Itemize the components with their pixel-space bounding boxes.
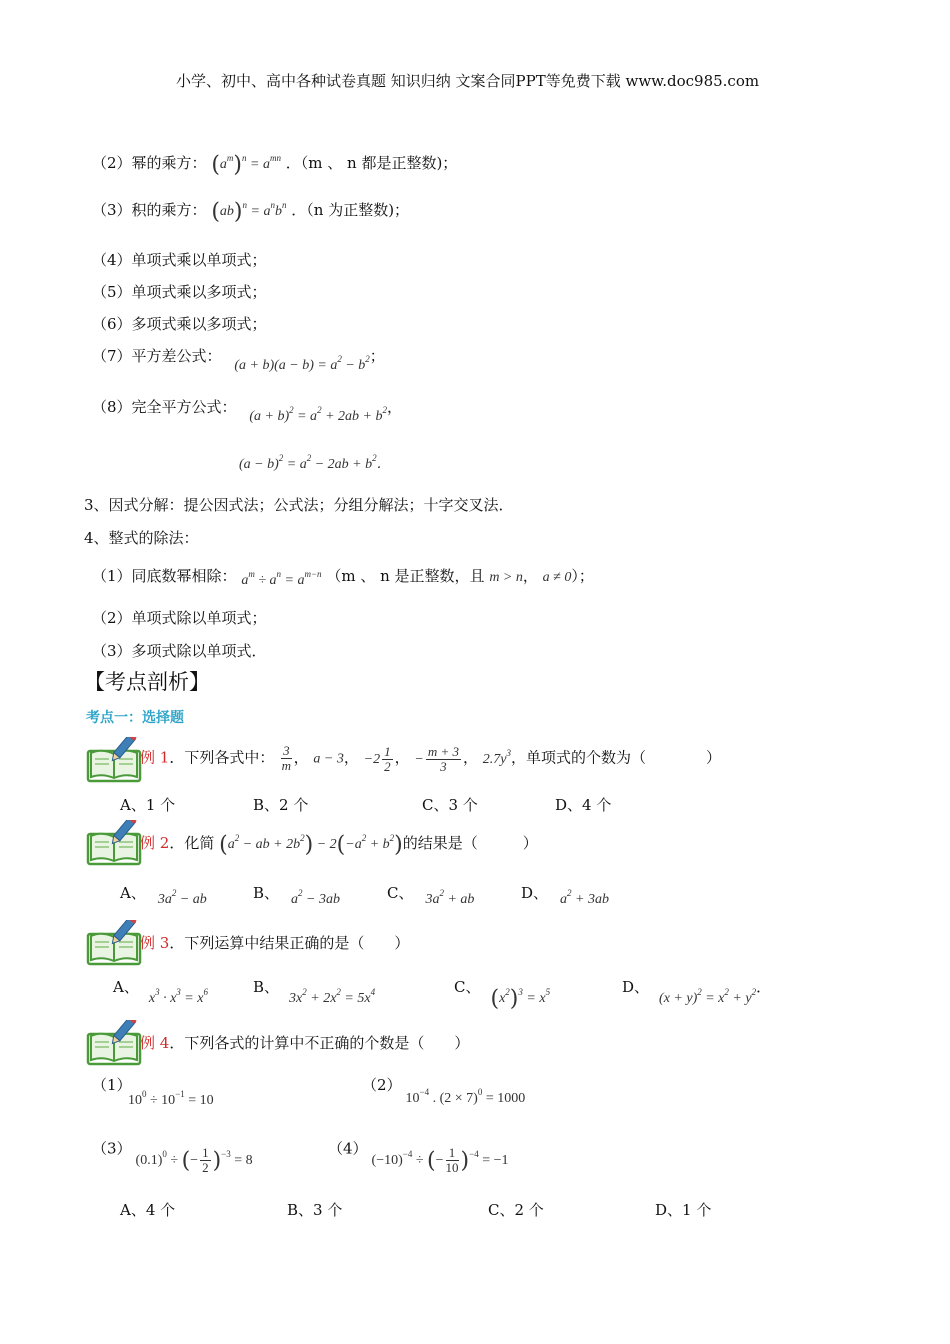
example-3-option-c[interactable]: C、 $(x^2)^3 = x^5$ — [454, 978, 551, 1012]
page-header: 小学、初中、高中各种试卷真题 知识归纳 文案合同PPT等免费下载 www.doc985.com — [176, 72, 760, 90]
example-3-option-d[interactable]: D、$(x + y)^2 = x^2 + y^2$． — [622, 978, 772, 1006]
example-3-stem: 例 3．下列运算中结果正确的是（ ） — [140, 934, 410, 952]
example-4-item-3: $(3)(0.1)^0$ ÷ (− $\frac{1}{2}$ )$^{-3}$ = 8 — [92, 1139, 253, 1175]
book-pen-icon — [86, 737, 142, 783]
rule-3-label: （3）积的乘方： — [92, 201, 207, 219]
example-1-label: 例 1 — [140, 748, 170, 767]
example-4-item-2: $(2)10^{-4}$ . $(2 \times 7)^0 = 1000$ — [362, 1076, 526, 1106]
example-2-option-a[interactable]: A、 $3a^2$ − ab — [120, 884, 207, 907]
example-2-option-b[interactable]: B、 $a^2 - 3ab$ — [253, 884, 340, 907]
example-4-option-d[interactable]: D、1 个 — [655, 1201, 712, 1219]
division-1-formula: $a^m \div a^n = a^{m-n}$ — [241, 569, 322, 588]
division-1-cond2: a ≠ 0 — [542, 570, 572, 585]
division-1-note: （m 、 n 是正整数，且 — [326, 567, 485, 585]
section-subtitle: 考点一：选择题 — [86, 710, 184, 726]
example-2-expression: ($a^2$ − ab + $2b^2) - 2(-a^2 + b^2)$ — [219, 832, 403, 858]
example-3-option-b[interactable]: B、$3x^2 + 2x^2 = 5x^4$ — [253, 978, 376, 1006]
example-2-option-d[interactable]: D、 $a^2 + 3ab$ — [521, 884, 609, 907]
expr-2-7-y-cubed: $2.7y^3$ — [482, 747, 511, 767]
example-3-option-a[interactable]: A、$x^3 \cdot x^3 = x^6$ — [113, 978, 208, 1006]
expr-minus-2-half: −2 $\frac{1}{2}$ — [363, 743, 391, 774]
example-4-stem: 例 4．下列各式的计算中不正确的个数是（ ） — [140, 1034, 470, 1052]
example-4-option-a[interactable]: A、4 个 — [120, 1201, 176, 1219]
rule-7-formula: $(a + b)(a - b) = a^2 - b^2$ — [234, 354, 370, 373]
example-1-option-b[interactable]: B、2 个 — [253, 796, 309, 814]
rule-8-label: （8）完全平方公式： — [92, 398, 237, 416]
rule-2-note: （m 、 n 都是正整数)； — [300, 154, 458, 172]
rule-2-label: （2）幂的乘方： — [92, 154, 207, 172]
example-1-stem: 例 1．下列各式中： $\frac{3}{m}$ ， a − 3， −2 $\frac{1}{2}$ ， − $\frac{m + 3}{3}$ ， $2.7y^3$，单项式的个数为（ ） — [140, 743, 721, 774]
rule-2: （2）幂的乘方： $(a^m)^n = a^{mn}$ ．（m 、 n 都是正整数)； — [92, 152, 458, 178]
expr-a-minus-3: a − 3 — [313, 751, 344, 767]
expr-m-plus-3-over-3: − $\frac{m + 3}{3}$ — [414, 743, 459, 774]
division-1: （1）同底数幂相除： $a^m \div a^n = a^{m-n}$ （m 、 n 是正整数，且 m > n， a ≠ 0）； — [92, 567, 594, 588]
example-4-option-b[interactable]: B、3 个 — [287, 1201, 343, 1219]
section-3: 3、因式分解：提公因式法；公式法；分组分解法；十字交叉法． — [84, 496, 514, 514]
rule-4: （4）单项式乘以单项式； — [92, 251, 267, 269]
division-1-label: （1）同底数幂相除： — [92, 567, 237, 585]
example-4-option-c[interactable]: C、2 个 — [488, 1201, 544, 1219]
example-1-option-a[interactable]: A、1 个 — [120, 796, 176, 814]
rule-8-formula-a: $(a + b)^2 = a^2 + 2ab + b^2$ — [249, 405, 387, 424]
book-pen-icon — [86, 820, 142, 866]
example-1-option-d[interactable]: D、4 个 — [555, 796, 612, 814]
rule-7: （7）平方差公式： $(a + b)(a - b) = a^2 - b^2$； — [92, 347, 385, 373]
example-3-label: 例 3 — [140, 934, 170, 952]
division-3: （3）多项式除以单项式． — [92, 642, 267, 660]
example-4-item-1: （1） $10^0 \div 10^{-1} = 10$ — [92, 1076, 214, 1108]
division-1-cond: m > n — [489, 570, 523, 585]
book-pen-icon — [86, 1020, 142, 1066]
rule-2-formula: $(a^m)^n = a^{mn}$ — [211, 152, 281, 178]
example-4-label: 例 4 — [140, 1034, 170, 1052]
example-1-option-c[interactable]: C、3 个 — [422, 796, 478, 814]
rule-3: （3）积的乘方： $(ab)^n = a^nb^n$ ．（n 为正整数)； — [92, 199, 410, 225]
rule-8-formula-b: $(a - b)^2 = a^2 - 2ab + b^2$． — [239, 453, 391, 472]
rule-3-formula: $(ab)^n = a^nb^n$ — [211, 199, 287, 225]
section-4: 4、整式的除法： — [84, 529, 199, 547]
expr-3-over-m: $\frac{3}{m}$ — [281, 743, 292, 773]
section-title: 【考点剖析】 — [84, 670, 210, 694]
book-pen-icon — [86, 920, 142, 966]
rule-6: （6）多项式乘以多项式； — [92, 315, 267, 333]
rule-8: （8）完全平方公式： $(a + b)^2 = a^2 + 2ab + b^2$， — [92, 398, 402, 424]
division-2: （2）单项式除以单项式； — [92, 609, 267, 627]
rule-7-label: （7）平方差公式： — [92, 347, 222, 365]
example-2-option-c[interactable]: C、 $3a^2$ + ab — [387, 884, 475, 907]
example-2-stem: 例 2．化简 ($a^2$ − ab + $2b^2) - 2(-a^2 + b^2)$的结果是（ ） — [140, 832, 538, 858]
example-4-item-4: $(4)(-10)^{-4}$ ÷ (− $\frac{1}{10}$ )$^{-4}$ = −1 — [328, 1139, 509, 1175]
example-2-label: 例 2 — [140, 834, 170, 852]
rule-5: （5）单项式乘以多项式； — [92, 283, 267, 301]
rule-3-note: （n 为正整数)； — [306, 201, 410, 219]
